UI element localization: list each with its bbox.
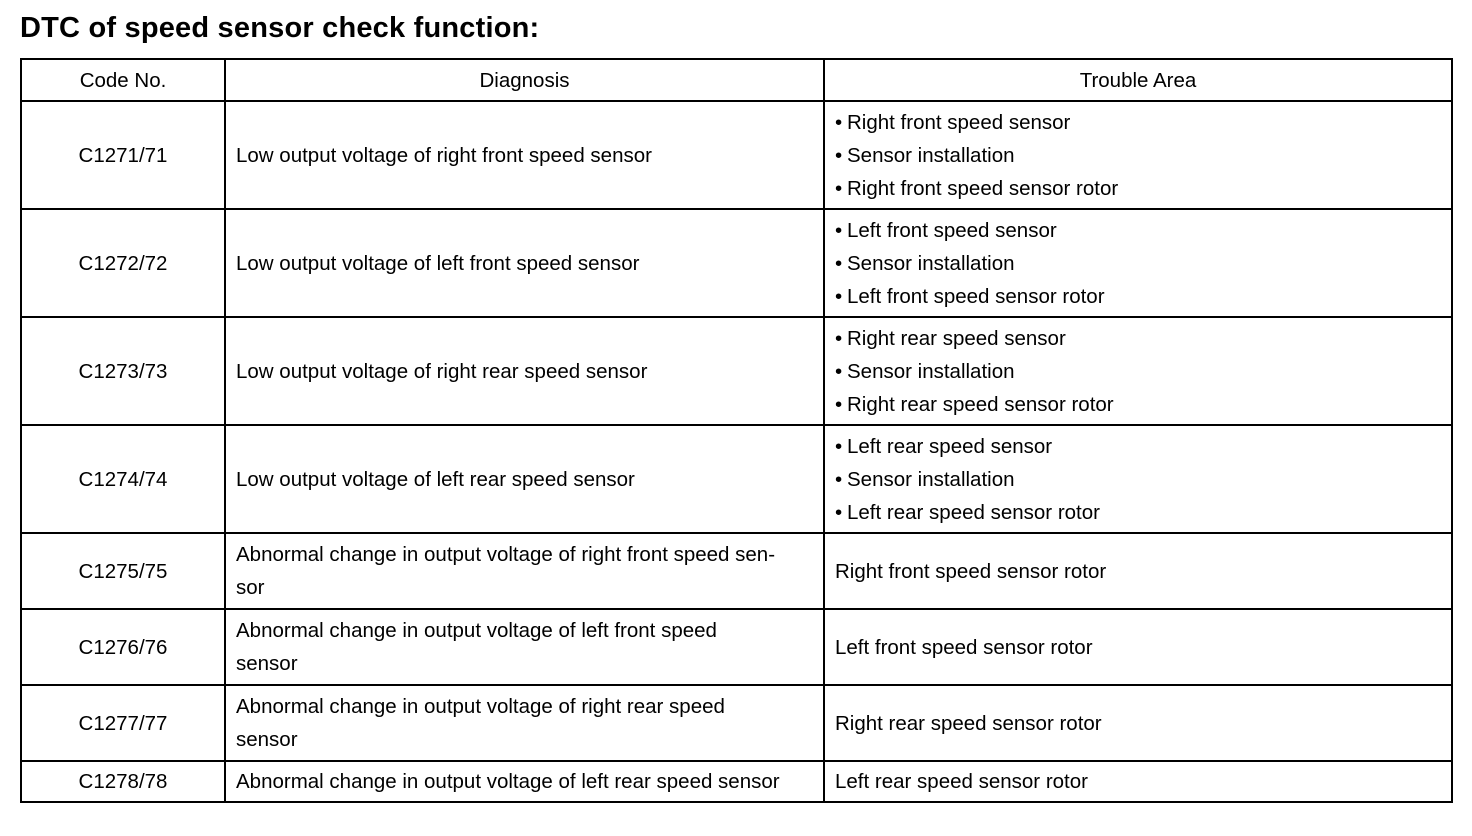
bullet-icon: • bbox=[835, 110, 843, 134]
list-item bbox=[835, 139, 1441, 172]
bullet-icon: • bbox=[835, 218, 843, 242]
diagnosis-line: sensor bbox=[236, 728, 298, 751]
page-title: DTC of speed sensor check function: bbox=[20, 12, 540, 44]
table-row bbox=[21, 685, 1452, 761]
trouble-area-cell bbox=[824, 101, 1452, 209]
list-item bbox=[835, 430, 1441, 463]
list-item bbox=[835, 322, 1441, 355]
list-item bbox=[835, 172, 1441, 205]
diagnosis-line: Abnormal change in output voltage of right front speed sen- bbox=[236, 543, 776, 566]
bullet-icon: • bbox=[835, 326, 843, 350]
list-item bbox=[835, 388, 1441, 421]
trouble-area-cell: Left front speed sensor rotor bbox=[824, 609, 1452, 685]
code-cell: C1274/74 bbox=[21, 425, 225, 533]
table-row bbox=[21, 425, 1452, 533]
trouble-area-list bbox=[835, 106, 1441, 205]
table-row bbox=[21, 533, 1452, 609]
bullet-icon: • bbox=[835, 176, 843, 200]
table-row bbox=[21, 209, 1452, 317]
dtc-table bbox=[20, 58, 1453, 803]
trouble-area-cell: Left rear speed sensor rotor bbox=[824, 761, 1452, 802]
diagnosis-cell: Abnormal change in output voltage of left rear speed sensor bbox=[225, 761, 824, 802]
area-text: Right rear speed sensor bbox=[847, 326, 1066, 350]
diagnosis-line: Abnormal change in output voltage of left front speed bbox=[236, 619, 717, 642]
code-cell: C1275/75 bbox=[21, 533, 225, 609]
diagnosis-line: sensor bbox=[236, 652, 298, 675]
trouble-area-list bbox=[835, 430, 1441, 529]
area-text: Left front speed sensor bbox=[847, 218, 1057, 242]
trouble-area-list bbox=[835, 322, 1441, 421]
list-item bbox=[835, 106, 1441, 139]
bullet-icon: • bbox=[835, 434, 843, 458]
area-text: Sensor installation bbox=[847, 251, 1015, 275]
bullet-icon: • bbox=[835, 143, 843, 167]
header-trouble-area: Trouble Area bbox=[824, 59, 1452, 101]
header-diagnosis: Diagnosis bbox=[225, 59, 824, 101]
trouble-area-cell: Right front speed sensor rotor bbox=[824, 533, 1452, 609]
diagnosis-line: sor bbox=[236, 576, 265, 599]
diagnosis-cell: Low output voltage of left rear speed sensor bbox=[225, 425, 824, 533]
header-code-no: Code No. bbox=[21, 59, 225, 101]
table-row bbox=[21, 101, 1452, 209]
diagnosis-cell: Low output voltage of left front speed sensor bbox=[225, 209, 824, 317]
area-text: Left rear speed sensor bbox=[847, 434, 1053, 458]
diagnosis-cell bbox=[225, 685, 824, 761]
bullet-icon: • bbox=[835, 500, 843, 524]
code-cell: C1271/71 bbox=[21, 101, 225, 209]
bullet-icon: • bbox=[835, 392, 843, 416]
table-row bbox=[21, 609, 1452, 685]
table-row bbox=[21, 317, 1452, 425]
area-text: Right front speed sensor rotor bbox=[847, 176, 1119, 200]
area-text: Left front speed sensor rotor bbox=[847, 284, 1105, 308]
bullet-icon: • bbox=[835, 251, 843, 275]
list-item bbox=[835, 355, 1441, 388]
list-item bbox=[835, 247, 1441, 280]
diagnosis-line: Abnormal change in output voltage of right rear speed bbox=[236, 695, 725, 718]
diagnosis-cell bbox=[225, 533, 824, 609]
list-item bbox=[835, 496, 1441, 529]
area-text: Right front speed sensor bbox=[847, 110, 1071, 134]
bullet-icon: • bbox=[835, 359, 843, 383]
area-text: Sensor installation bbox=[847, 467, 1015, 491]
diagnosis-cell: Low output voltage of right rear speed sensor bbox=[225, 317, 824, 425]
code-cell: C1278/78 bbox=[21, 761, 225, 802]
area-text: Left rear speed sensor rotor bbox=[847, 500, 1100, 524]
area-text: Sensor installation bbox=[847, 143, 1015, 167]
trouble-area-cell bbox=[824, 425, 1452, 533]
diagnosis-cell: Low output voltage of right front speed sensor bbox=[225, 101, 824, 209]
list-item bbox=[835, 463, 1441, 496]
code-cell: C1273/73 bbox=[21, 317, 225, 425]
area-text: Right rear speed sensor rotor bbox=[847, 392, 1114, 416]
code-cell: C1272/72 bbox=[21, 209, 225, 317]
trouble-area-list bbox=[835, 214, 1441, 313]
list-item bbox=[835, 280, 1441, 313]
trouble-area-cell bbox=[824, 209, 1452, 317]
area-text: Sensor installation bbox=[847, 359, 1015, 383]
list-item bbox=[835, 214, 1441, 247]
table-row bbox=[21, 761, 1452, 802]
bullet-icon: • bbox=[835, 284, 843, 308]
table-header-row bbox=[21, 59, 1452, 101]
trouble-area-cell: Right rear speed sensor rotor bbox=[824, 685, 1452, 761]
trouble-area-cell bbox=[824, 317, 1452, 425]
diagnosis-cell bbox=[225, 609, 824, 685]
code-cell: C1276/76 bbox=[21, 609, 225, 685]
code-cell: C1277/77 bbox=[21, 685, 225, 761]
bullet-icon: • bbox=[835, 467, 843, 491]
